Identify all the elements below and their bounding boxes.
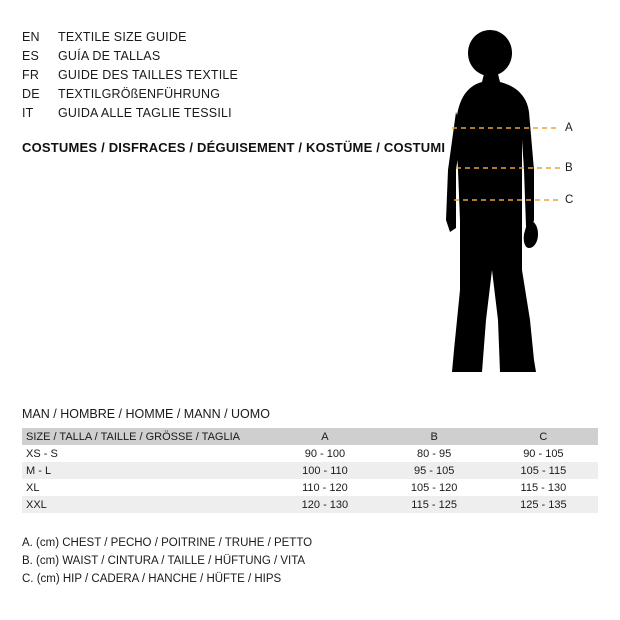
language-title: GUIDA ALLE TAGLIE TESSILI xyxy=(58,106,232,120)
table-header-row xyxy=(22,428,598,445)
cell-chest: 100 - 110 xyxy=(302,464,348,477)
cell-waist: 115 - 125 xyxy=(411,498,457,511)
list-item xyxy=(22,68,422,87)
section-title-man: MAN / HOMBRE / HOMME / MANN / UOMO xyxy=(22,407,270,421)
language-code: IT xyxy=(22,106,34,120)
cell-waist: 105 - 120 xyxy=(410,481,458,494)
cell-waist: 95 - 105 xyxy=(413,464,455,477)
legend-item-waist: B. (cm) WAIST / CINTURA / TAILLE / HÜFTUNG / VITA xyxy=(22,555,306,567)
list-item xyxy=(22,87,422,106)
language-code: FR xyxy=(22,68,40,82)
cell-hip: 125 - 135 xyxy=(520,498,567,511)
list-item xyxy=(22,30,422,49)
marker-label-c: C xyxy=(565,194,574,206)
language-title: TEXTILE SIZE GUIDE xyxy=(58,30,187,44)
marker-label-a: A xyxy=(565,122,573,134)
cell-hip: 90 - 105 xyxy=(523,447,564,460)
column-header-b: B xyxy=(430,430,438,443)
cell-size: XS - S xyxy=(26,447,58,460)
language-code: EN xyxy=(22,30,40,44)
measurement-figure xyxy=(430,20,610,390)
table-row xyxy=(22,496,598,513)
cell-chest: 90 - 100 xyxy=(304,447,346,460)
language-title: GUIDE DES TAILLES TEXTILE xyxy=(58,68,239,82)
list-item xyxy=(22,49,422,68)
cell-hip: 115 - 130 xyxy=(520,481,567,494)
list-item xyxy=(22,106,422,125)
cell-waist: 80 - 95 xyxy=(417,447,452,460)
language-title-list xyxy=(22,30,422,125)
table-row xyxy=(22,462,598,479)
table-row xyxy=(22,479,598,496)
cell-size: M - L xyxy=(26,464,52,477)
language-title: TEXTILGRÖßENFÜHRUNG xyxy=(58,87,221,101)
legend-item-chest: A. (cm) CHEST / PECHO / POITRINE / TRUHE / PETTO xyxy=(22,537,313,549)
page-title: COSTUMES / DISFRACES / DÉGUISEMENT / KOSTÜME / COSTUMI xyxy=(22,140,446,155)
measurement-legend xyxy=(22,534,312,588)
cell-size: XL xyxy=(26,481,40,494)
table-row xyxy=(22,445,598,462)
language-code: ES xyxy=(22,49,40,63)
measurement-lines xyxy=(430,20,610,390)
marker-label-b: B xyxy=(565,162,573,174)
column-header-size: SIZE / TALLA / TAILLE / GRÖSSE / TAGLIA xyxy=(26,430,240,443)
language-title: GUÍA DE TALLAS xyxy=(58,49,161,63)
cell-size: XXL xyxy=(26,498,47,511)
cell-chest: 110 - 120 xyxy=(302,481,348,494)
column-header-c: C xyxy=(539,430,548,443)
column-header-a: A xyxy=(321,430,329,443)
legend-item-hip: C. (cm) HIP / CADERA / HANCHE / HÜFTE / HIPS xyxy=(22,573,282,585)
cell-hip: 105 - 115 xyxy=(520,464,567,477)
language-code: DE xyxy=(22,87,40,101)
size-table xyxy=(22,428,598,513)
cell-chest: 120 - 130 xyxy=(301,498,349,511)
